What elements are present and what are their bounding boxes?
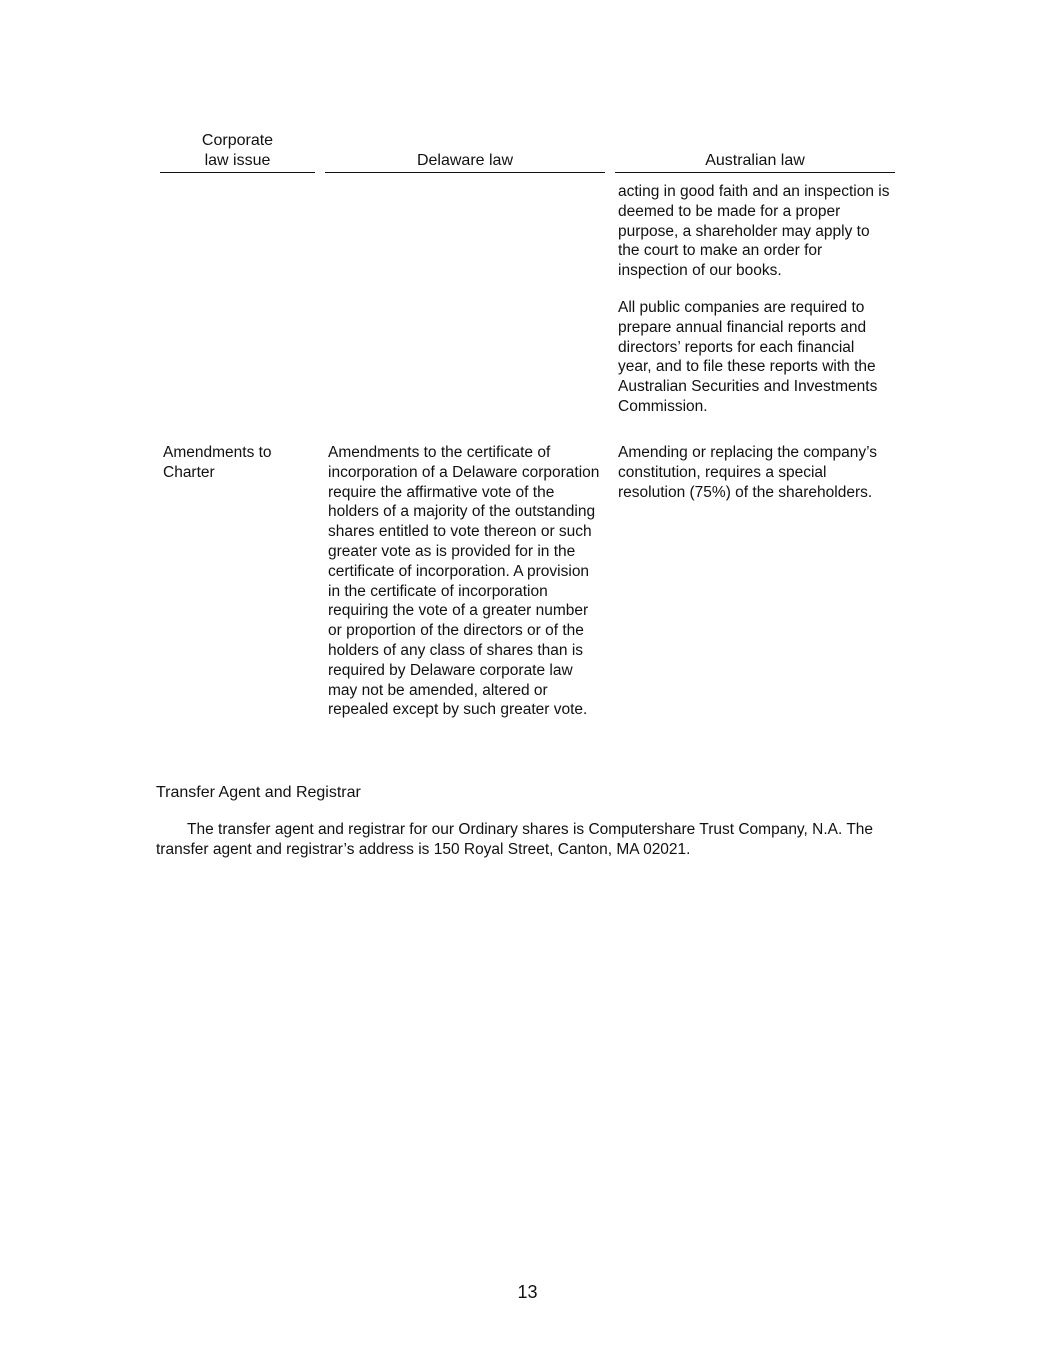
header-issue-line2: law issue xyxy=(204,152,271,169)
header-corporate-law-issue xyxy=(160,131,315,171)
page-number: 13 xyxy=(517,1282,538,1302)
header-australian-law: Australian law xyxy=(705,152,805,169)
header-rule-australian xyxy=(615,172,895,173)
section-title-transfer-agent: Transfer Agent and Registrar xyxy=(156,784,361,801)
header-rule-issue xyxy=(160,172,315,173)
header-rule-delaware xyxy=(325,172,605,173)
australian-continued-para-1: acting in good faith and an inspection is deemed to be made for a proper purpose, a shareholder may apply to the court to make an order for inspection of our books. xyxy=(618,183,890,280)
section-paragraph-transfer-agent: The transfer agent and registrar for our Ordinary shares is Computershare Trust Company, N.A. The transfer agent and registrar’s address is 150 Royal Street, Canton, MA 02021. xyxy=(156,821,874,858)
australian-continued-cell xyxy=(618,182,890,417)
row-australian-amendments: Amending or replacing the company’s constitution, requires a special resolution (75%) of the shareholders. xyxy=(618,444,878,501)
header-issue-line1: Corporate xyxy=(201,132,274,149)
row-issue-amendments-to-charter: Amendments to Charter xyxy=(163,444,272,481)
header-delaware-law: Delaware law xyxy=(416,152,514,169)
row-delaware-amendments: Amendments to the certificate of incorporation of a Delaware corporation require the affirmative vote of the holders of a majority of the outstanding shares entitled to vote thereon or such greater vote as is provided for in the certificate of incorporation. A provision in the certificate of incorporation requiring the vote of a greater number or proportion of the directors or of the holders of any class of shares than is required by Delaware corporate law may not be amended, altered or repealed except by such greater vote. xyxy=(328,444,600,719)
australian-continued-para-2: All public companies are required to prepare annual financial reports and directors’ reports for each financial year, and to file these reports with the Australian Securities and Investments Commission. xyxy=(618,298,878,415)
